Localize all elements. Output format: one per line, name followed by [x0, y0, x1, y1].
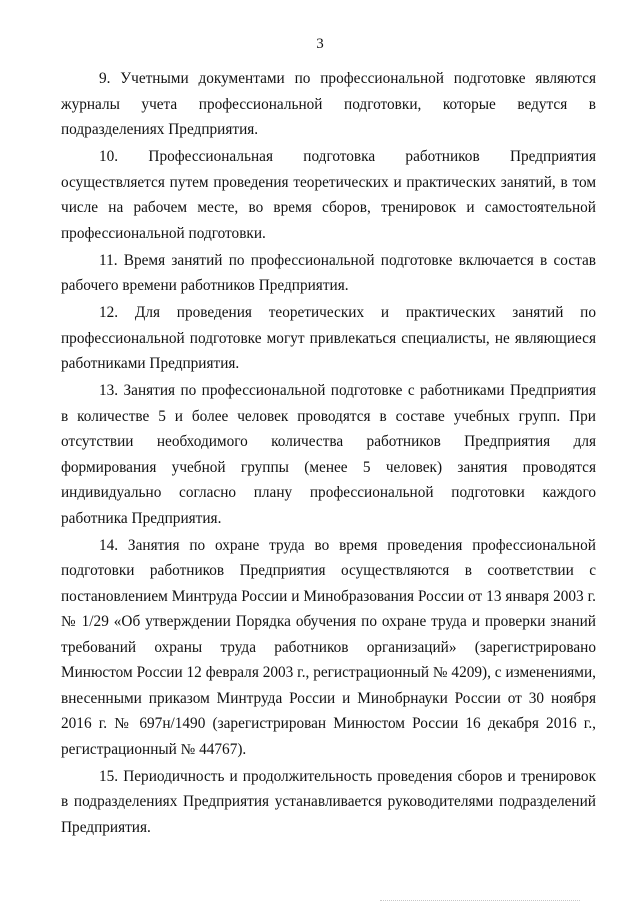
paragraph-13: 13. Занятия по профессиональной подготовке с работниками Предприятия в количестве 5 и более человек проводятся в составе учебных групп. При отсутствии необходимого количества работников Предприятия для формирования учебной группы (менее 5 человек) занятия проводятся индивидуально согласно плану профессиональной подготовки каждого работника Предприятия. — [61, 382, 596, 527]
scan-artifact-line — [380, 900, 580, 902]
page-number: 3 — [316, 36, 324, 52]
document-body — [61, 66, 596, 842]
paragraph-10: 10. Профессиональная подготовка работников Предприятия осуществляется путем проведения теоретических и практических занятий, в том числе на рабочем месте, во время сборов, тренировок и самостоятельной профессиональной подготовки. — [61, 148, 596, 242]
paragraph-14: 14. Занятия по охране труда во время проведения профессиональной подготовки работников Предприятия осуществляются в соответствии с постановлением Минтруда России и Минобразования России от 13 января 2003 г. № 1/29 «Об утверждении Порядка обучения по охране труда и проверки знаний требований охраны труда работников организаций» (зарегистрировано Минюстом России 12 февраля 2003 г., регистрационный № 4209), с изменениями, внесенными приказом Минтруда России и Минобрнауки России от 30 ноября 2016 г. № 697н/1490 (зарегистрирован Минюстом России 16 декабря 2016 г., регистрационный № 44767). — [61, 536, 596, 758]
paragraph-15: 15. Периодичность и продолжительность проведения сборов и тренировок в подразделениях Предприятия устанавливается руководителями подразделений Предприятия. — [61, 767, 596, 836]
paragraph-9: 9. Учетными документами по профессиональной подготовке являются журналы учета профессиональной подготовки, которые ведутся в подразделениях Предприятия. — [61, 70, 596, 138]
paragraph-12: 12. Для проведения теоретических и практических занятий по профессиональной подготовке могут привлекаться специалисты, не являющиеся работниками Предприятия. — [61, 304, 596, 372]
paragraph-11: 11. Время занятий по профессиональной подготовке включается в состав рабочего времени работников Предприятия. — [61, 251, 596, 294]
